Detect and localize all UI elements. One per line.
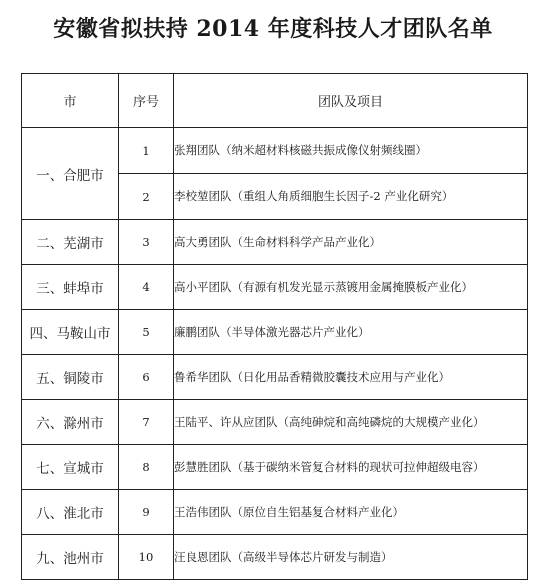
number-cell: 9 bbox=[119, 490, 174, 535]
city-cell: 二、芜湖市 bbox=[22, 220, 119, 265]
number-cell: 4 bbox=[119, 265, 174, 310]
city-cell: 七、宣城市 bbox=[22, 445, 119, 490]
city-cell: 四、马鞍山市 bbox=[22, 310, 119, 355]
city-cell: 三、蚌埠市 bbox=[22, 265, 119, 310]
team-cell: 高小平团队（有源有机发光显示蒸镀用金属掩膜板产业化） bbox=[174, 265, 528, 310]
team-cell: 鲁希华团队（日化用品香精微胶囊技术应用与产业化） bbox=[174, 355, 528, 400]
city-cell: 九、池州市 bbox=[22, 535, 119, 580]
team-cell: 高大勇团队（生命材料科学产品产业化） bbox=[174, 220, 528, 265]
team-cell: 李校堃团队（重组人角质细胞生长因子-2 产业化研究） bbox=[174, 174, 528, 220]
number-cell: 1 bbox=[119, 128, 174, 174]
team-cell: 汪良恩团队（高级半导体芯片研发与制造） bbox=[174, 535, 528, 580]
team-cell: 廉鹏团队（半导体激光器芯片产业化） bbox=[174, 310, 528, 355]
city-cell: 一、合肥市 bbox=[22, 128, 119, 220]
team-cell: 彭慧胜团队（基于碳纳米管复合材料的现状可拉伸超级电容） bbox=[174, 445, 528, 490]
city-cell: 六、滁州市 bbox=[22, 400, 119, 445]
table-row bbox=[22, 535, 528, 580]
city-cell: 五、铜陵市 bbox=[22, 355, 119, 400]
number-cell: 2 bbox=[119, 174, 174, 220]
table-row bbox=[22, 265, 528, 310]
number-cell: 6 bbox=[119, 355, 174, 400]
city-cell: 八、淮北市 bbox=[22, 490, 119, 535]
number-cell: 10 bbox=[119, 535, 174, 580]
number-cell: 8 bbox=[119, 445, 174, 490]
document-title: 安徽省拟扶持 2014 年度科技人才团队名单 bbox=[53, 16, 493, 42]
team-cell: 张翔团队（纳米超材料核磁共振成像仪射频线圈） bbox=[174, 128, 528, 174]
table-row bbox=[22, 355, 528, 400]
table-header-row bbox=[22, 74, 528, 128]
team-list-table bbox=[21, 73, 528, 580]
number-cell: 5 bbox=[119, 310, 174, 355]
table-row bbox=[22, 128, 528, 174]
table-row bbox=[22, 400, 528, 445]
number-cell: 3 bbox=[119, 220, 174, 265]
header-number: 序号 bbox=[119, 74, 174, 128]
header-team: 团队及项目 bbox=[174, 74, 528, 128]
table-row bbox=[22, 310, 528, 355]
header-city: 市 bbox=[22, 74, 119, 128]
table-row bbox=[22, 445, 528, 490]
table-row bbox=[22, 220, 528, 265]
number-cell: 7 bbox=[119, 400, 174, 445]
team-cell: 王浩伟团队（原位自生铝基复合材料产业化） bbox=[174, 490, 528, 535]
team-cell: 王陆平、许从应团队（高纯砷烷和高纯磷烷的大规模产业化） bbox=[174, 400, 528, 445]
table-row bbox=[22, 490, 528, 535]
